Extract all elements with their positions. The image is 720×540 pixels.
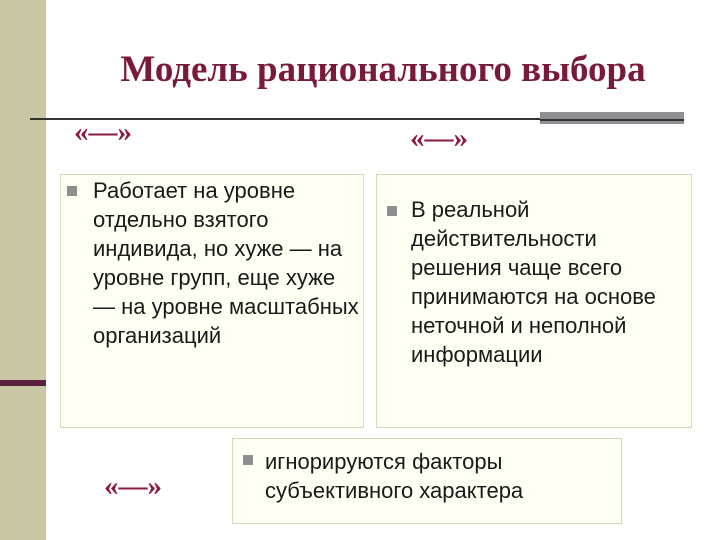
left-decor-accent: [0, 380, 46, 386]
left-heading: «—»: [74, 116, 132, 148]
slide-title: Модель рационального выбора: [120, 49, 646, 90]
left-text: Работает на уровне отдельно взятого индивида, но хуже — на уровне групп, еще хуже — на уровне масштабных организаций: [93, 178, 359, 348]
title-rule-line: [540, 119, 684, 121]
right-bullet-icon: [387, 206, 397, 216]
left-text-box: [60, 174, 364, 428]
right-heading: «—»: [410, 122, 468, 154]
left-bullet-icon: [67, 186, 77, 196]
right-text-box: [376, 174, 692, 428]
bottom-text: игнорируются факторы субъективного характера: [265, 449, 524, 503]
bottom-text-box: [232, 438, 622, 524]
title-rule-accent: [540, 112, 684, 124]
left-decor-bar: [0, 0, 46, 540]
bottom-heading: «—»: [104, 470, 162, 502]
bottom-bullet-icon: [243, 455, 253, 465]
right-text: В реальной действительности решения чаще всего принимаются на основе неточной и неполной информации: [411, 197, 656, 367]
